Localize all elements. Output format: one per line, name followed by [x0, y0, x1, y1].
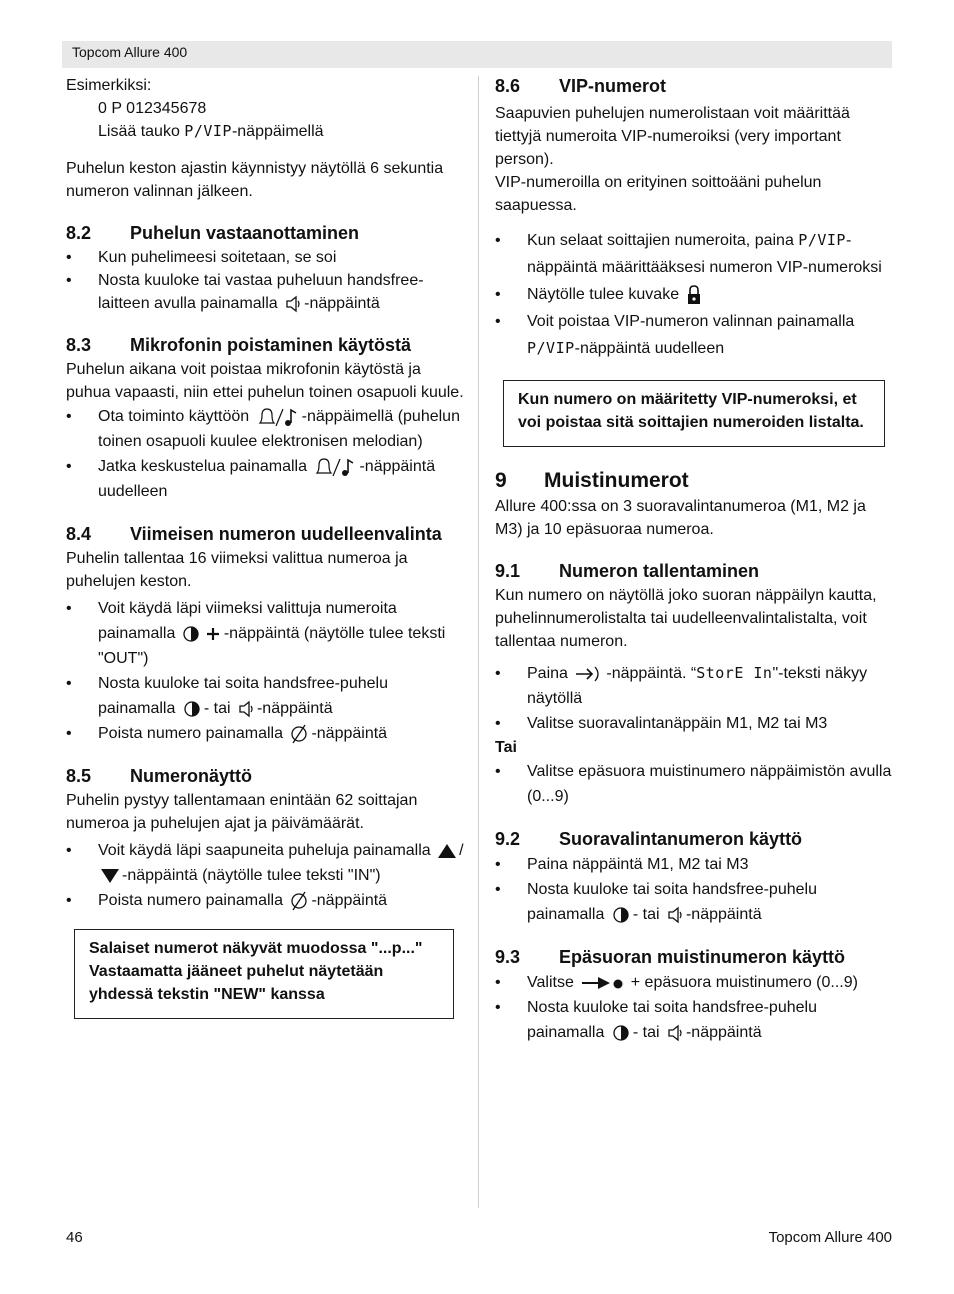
- column-divider: [478, 76, 479, 1208]
- section-8-5-list: [66, 838, 464, 913]
- section-heading-9-2: 9.2 Suoravalintanumeron käyttö: [495, 829, 803, 849]
- section-8-6-intro: Saapuvien puhelujen numerolistaan voit määrittää tiettyjä numeroita VIP-numeroiksi (very important person).: [495, 105, 850, 168]
- or-label: Tai: [495, 739, 517, 756]
- section-heading-9-1: 9.1 Numeron tallentaminen: [495, 561, 760, 581]
- section-heading-8-5: 8.5 Numeronäyttö: [66, 766, 253, 786]
- timer-text: Puhelun keston ajastin käynnistyy näytöllä 6 sekuntia numeron valinnan jälkeen.: [66, 160, 444, 200]
- section-8-5-intro: Puhelin pystyy tallentamaan enintään 62 soittajan numeroa ja puhelujen ajat ja päivämäärät.: [66, 792, 418, 832]
- page-header: [62, 41, 892, 68]
- list-item: • Valitse epäsuora muistinumero näppäimistön avulla (0...9): [495, 759, 895, 809]
- section-9-1-intro: Kun numero on näytöllä joko suoran näppäilyn kautta, puhelinnumerolistalta tai uudelleenvalintalistalta, voit tallentaa numeron.: [495, 587, 877, 650]
- up-arrow-icon: [437, 842, 457, 860]
- section-heading-8-6: 8.6 VIP-numerot: [495, 76, 667, 96]
- section-heading-9-3: 9.3 Epäsuoran muistinumeron käyttö: [495, 947, 846, 967]
- section-8-3-list: [66, 404, 464, 504]
- handset-icon: [611, 906, 631, 924]
- bell-note-icon: [256, 406, 300, 428]
- speaker-icon: [666, 906, 684, 924]
- note-line: Vastaamatta jääneet puhelut näytetään yhdessä tekstin "NEW" kanssa: [89, 963, 384, 1003]
- list-item: • Kun selaat soittajien numeroita, paina P/VIP-näppäintä määrittääksesi numeron VIP-numeroksi: [495, 227, 895, 281]
- store-arrow-icon: [574, 665, 604, 683]
- section-heading-8-2: 8.2 Puhelun vastaanottaminen: [66, 223, 360, 243]
- speaker-icon: [666, 1024, 684, 1042]
- section-9-1-list-alt: [495, 759, 895, 809]
- down-arrow-icon: [100, 867, 120, 885]
- handset-icon: [611, 1024, 631, 1042]
- chapter-9-intro: Allure 400:ssa on 3 suoravalintanumeroa (M1, M2 ja M3) ja 10 epäsuoraa numeroa.: [495, 498, 866, 538]
- header-title: Topcom Allure 400: [72, 44, 188, 60]
- section-8-4-list: [66, 596, 464, 746]
- list-item: • Nosta kuuloke tai vastaa puheluun handsfree-laitteen avulla painamalla -näppäintä: [66, 269, 464, 315]
- memory-arrow-icon: [580, 975, 624, 991]
- vip-note-box: [503, 380, 885, 447]
- section-heading-8-3: 8.3 Mikrofonin poistaminen käytöstä: [66, 335, 412, 355]
- page-number: 46: [66, 1229, 83, 1246]
- delete-icon: [289, 723, 309, 745]
- bell-note-icon: [313, 456, 357, 478]
- list-item: • Jatka keskustelua painamalla -näppäintä uudelleen: [66, 454, 464, 504]
- list-item: • Valitse + epäsuora muistinumero (0...9): [495, 970, 895, 995]
- section-8-3-intro: Puhelun aikana voit poistaa mikrofonin käytöstä ja puhua vapaasti, niin ettei puhelun toinen osapuoli kuule.: [66, 361, 464, 401]
- section-9-3-list: [495, 970, 895, 1045]
- section-9-1-list: [495, 661, 895, 736]
- list-item: • Nosta kuuloke tai soita handsfree-puhelu painamalla - tai -näppäintä: [495, 877, 895, 927]
- list-item: • Paina näppäintä M1, M2 tai M3: [495, 852, 895, 877]
- section-heading-8-4: 8.4 Viimeisen numeron uudelleenvalinta: [66, 524, 442, 544]
- section-9-2-list: [495, 852, 895, 927]
- list-item: • Nosta kuuloke tai soita handsfree-puhelu painamalla - tai -näppäintä: [495, 995, 895, 1045]
- lock-icon: [686, 284, 702, 306]
- section-8-6-intro-2: VIP-numeroilla on erityinen soittoääni puhelun saapuessa.: [495, 174, 822, 214]
- lcd-store-text: StorE In: [696, 664, 773, 682]
- list-item: • Poista numero painamalla -näppäintä: [66, 888, 464, 913]
- speaker-icon: [237, 700, 255, 718]
- list-item: • Voit käydä läpi viimeksi valittuja numeroita painamalla -näppäintä (näytölle tulee teksti "OUT"): [66, 596, 464, 671]
- list-item: • Kun puhelimeesi soitetaan, se soi: [66, 246, 464, 269]
- chapter-heading-9: 9 Muistinumerot: [495, 469, 689, 492]
- note-text: Kun numero on määritetty VIP-numeroksi, et voi poistaa sitä soittajien numeroiden listalta.: [518, 391, 864, 431]
- note-line: Salaiset numerot näkyvät muodossa "...p...": [89, 940, 423, 957]
- right-column: [495, 74, 895, 1045]
- pvip-key-label: P/VIP: [798, 231, 846, 249]
- speaker-icon: [284, 295, 302, 313]
- section-8-2-list: [66, 246, 464, 315]
- example-label: Esimerkiksi:: [66, 77, 152, 94]
- example-number: 0 P 012345678: [98, 100, 207, 117]
- delete-icon: [289, 890, 309, 912]
- list-item: • Näytölle tulee kuvake: [495, 281, 895, 308]
- list-item: • Voit käydä läpi saapuneita puheluja painamalla /-näppäintä (näytölle tulee teksti "IN"): [66, 838, 464, 888]
- list-item: • Valitse suoravalintanäppäin M1, M2 tai M3: [495, 711, 895, 736]
- section-8-6-list: [495, 227, 895, 362]
- handset-icon: [182, 700, 202, 718]
- list-item: • Voit poistaa VIP-numeron valinnan painamalla P/VIP-näppäintä uudelleen: [495, 308, 895, 362]
- section-8-4-intro: Puhelin tallentaa 16 viimeksi valittua numeroa ja puhelujen keston.: [66, 550, 408, 590]
- list-item: • Ota toiminto käyttöön -näppäimellä (puhelun toinen osapuoli kuulee elektronisen melodian): [66, 404, 464, 454]
- list-item: • Paina -näppäintä. “StorE In"-teksti näkyy näytöllä: [495, 661, 895, 711]
- list-item: • Nosta kuuloke tai soita handsfree-puhelu painamalla - tai -näppäintä: [66, 671, 464, 721]
- list-item: • Poista numero painamalla -näppäintä: [66, 721, 464, 746]
- example-pause: Lisää tauko P/VIP-näppäimellä: [98, 122, 324, 140]
- redial-icon: [182, 625, 222, 643]
- pvip-key-label: P/VIP: [527, 339, 575, 357]
- footer-title: Topcom Allure 400: [768, 1229, 892, 1246]
- left-column: [66, 74, 464, 1019]
- pvip-key-label: P/VIP: [184, 122, 232, 140]
- note-box: [74, 929, 454, 1019]
